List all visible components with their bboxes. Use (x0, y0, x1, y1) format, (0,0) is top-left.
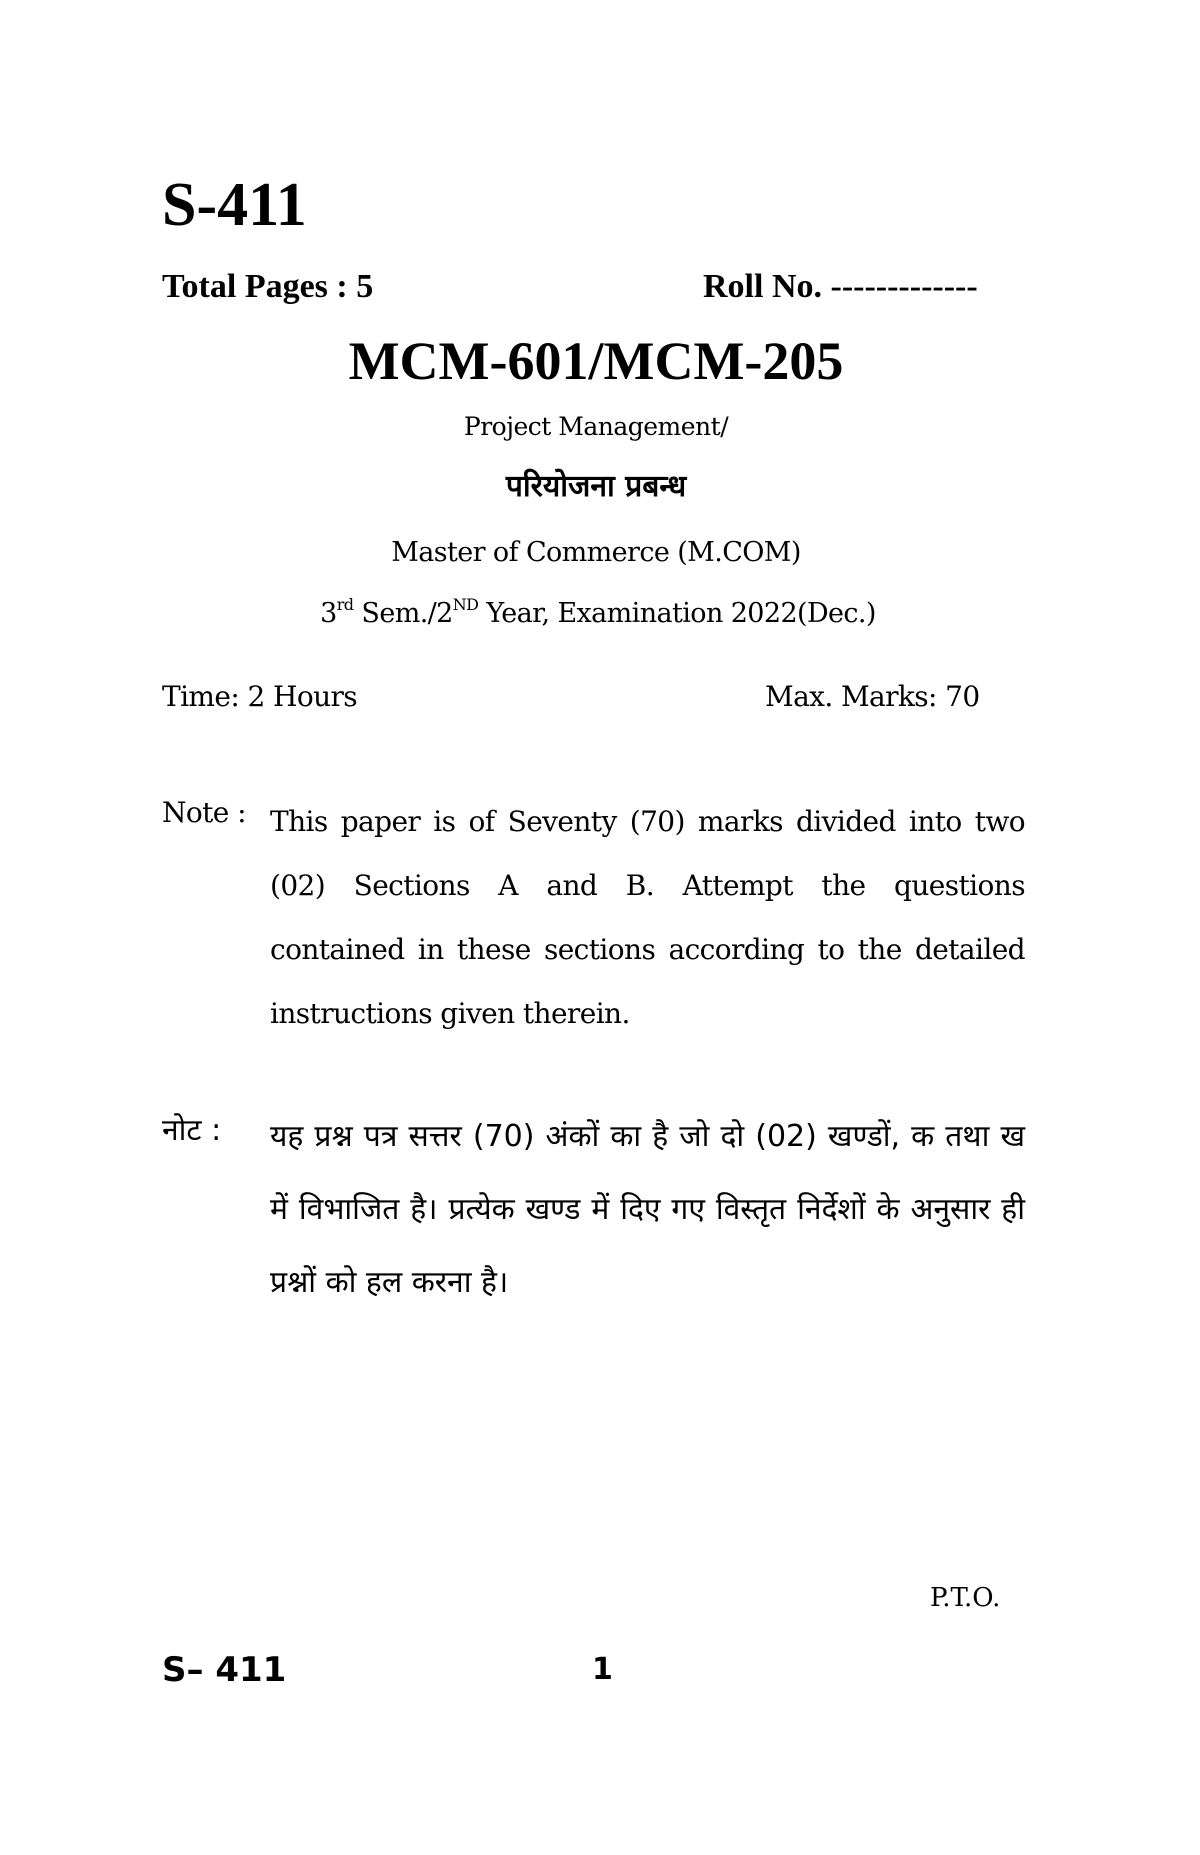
paper-code-title: MCM-601/MCM-205 (348, 331, 844, 391)
exam-time: Time: 2 Hours (162, 680, 358, 713)
semester-examination (0, 595, 1198, 629)
semester-middle: Sem./2 (353, 598, 453, 629)
subject-english: Project Management/ (463, 412, 729, 441)
please-turn-over: P.T.O. (930, 1583, 1001, 1613)
semester-ordinal: rd (336, 595, 354, 614)
footer-series-code: S– 411 (162, 1650, 287, 1690)
note-text-english: This paper is of Seventy (70) marks divided into two (02) Sections A and B. Attempt the questions contained in these sections according to the detailed instructions given therein. (270, 805, 1025, 1030)
note-text-hindi: यह प्रश्न पत्र सत्तर (70) अंकों का है जो दो (02) खण्डों, क तथा ख में विभाजित है। प्रत्येक खण्ड में दिए गए विस्तृत निर्देशों के अनुसार ही प्रश्नों को हल करना है। (270, 1119, 1025, 1300)
note-label-hindi: नोट : (162, 1113, 222, 1148)
page-number: 1 (592, 1652, 613, 1687)
degree-name: Master of Commerce (M.COM) (391, 537, 801, 568)
year-ordinal: ND (452, 595, 479, 614)
roll-number-field: Roll No. ------------- (703, 268, 978, 305)
examination-text: Year, Examination 2022(Dec.) (478, 598, 876, 629)
semester-number: 3 (320, 598, 337, 629)
max-marks: Max. Marks: 70 (765, 680, 980, 713)
subject-hindi: परियोजना प्रबन्ध (505, 469, 687, 504)
total-pages: Total Pages : 5 (162, 268, 374, 305)
note-label-english: Note : (162, 796, 246, 829)
paper-series-code: S-411 (162, 171, 307, 239)
